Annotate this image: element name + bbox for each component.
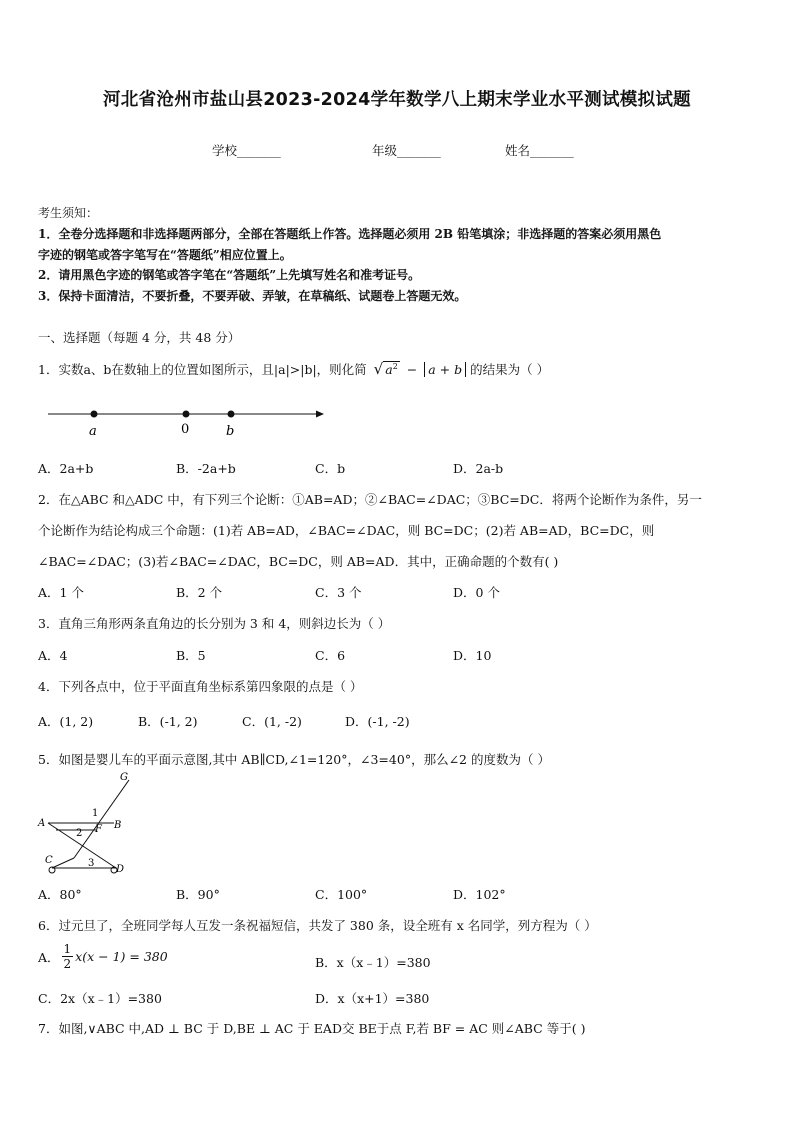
point-a <box>91 411 98 418</box>
point-zero <box>183 411 190 418</box>
q1-option-a: A．2a+b <box>38 461 94 476</box>
q4-option-c: C．(1, -2) <box>242 714 302 729</box>
section-heading: 一、选择题（每题 4 分，共 48 分） <box>38 330 241 345</box>
page-title: 河北省沧州市盐山县2023-2024学年数学八上期末学业水平测试模拟试题 <box>103 90 691 110</box>
notice-line-1b: 字迹的钢笔或答字笔写在“答题纸”相应位置上。 <box>38 248 292 262</box>
q1-stem-a: 1．实数a、b在数轴上的位置如图所示，且|a|>|b|，则化简 <box>38 362 367 377</box>
q1-sqrt: √ $a^2$ <box>373 360 398 378</box>
q2-line-2: 个论断作为结论构成三个命题：(1)若 AB=AD，∠BAC=∠DAC，则 BC=DC；(2)若 AB=AD，BC=DC，则 <box>38 523 655 538</box>
q2-option-b: B．2 个 <box>176 585 223 600</box>
fig-label-a: A <box>38 818 46 829</box>
fig-label-d: D <box>116 864 125 875</box>
fig-label-3: 3 <box>88 858 95 869</box>
fig-label-g: G <box>120 772 128 783</box>
q5-option-a: A．80° <box>38 887 82 902</box>
q7-stem: 7．如图,∨ABC 中,AD ⊥ BC 于 D,BE ⊥ AC 于 EAD交 BE于点 F,若 BF = AC 则∠ABC 等于( ) <box>38 1021 586 1036</box>
q1-minus: − <box>406 362 418 377</box>
q6-option-d: D．x（x+1）=380 <box>315 991 430 1006</box>
q4-option-a: A．(1, 2) <box>38 714 94 729</box>
number-line-arrow <box>316 411 324 418</box>
q2-option-a: A．1 个 <box>38 585 84 600</box>
q1-stem <box>38 360 549 378</box>
q3-option-a: A．4 <box>38 648 68 663</box>
q5-stem: 5．如图是婴儿车的平面示意图,其中 AB∥CD,∠1=120°，∠3=40°，那么∠2 的度数为（ ） <box>38 752 550 767</box>
q1-number-line <box>44 402 334 442</box>
label-zero: 0 <box>181 422 190 437</box>
q6-fraction-num: 1 <box>63 942 72 956</box>
q5-option-b: B．90° <box>176 887 220 902</box>
q2-option-d: D．0 个 <box>453 585 500 600</box>
q4-option-d: D．(-1, -2) <box>345 714 410 729</box>
notice-line-2: 2．请用黑色字迹的钢笔或答字笔在“答题纸”上先填写姓名和准考证号。 <box>38 268 421 282</box>
fig-label-c: C <box>45 855 53 866</box>
q6-option-a-label: A． <box>38 949 60 965</box>
fig-label-b: B <box>114 820 122 831</box>
line-low <box>52 858 74 868</box>
q2-line-3: ∠BAC=∠DAC；(3)若∠BAC=∠DAC，BC=DC，则 AB=AD．其中，正确命题的个数有( ) <box>38 554 559 569</box>
grade-field: 年级_______ <box>372 143 441 158</box>
q3-stem: 3．直角三角形两条直角边的长分别为 3 和 4，则斜边长为（ ） <box>38 616 391 631</box>
notice-line-1: 1．全卷分选择题和非选择题两部分，全部在答题纸上作答。选择题必须用 2B 铅笔填涂；非选择题的答案必须用黑色 <box>38 227 662 241</box>
q2-line-1: 2．在△ABC 和△ADC 中，有下列三个论断：①AB=AD；②∠BAC=∠DAC；③BC=DC．将两个论断作为条件，另一 <box>38 492 702 507</box>
q1-sqrt-inner: a <box>385 362 393 377</box>
q1-stem-b: 的结果为（ ） <box>470 362 550 377</box>
line-g <box>74 780 129 858</box>
q4-option-b: B．(-1, 2) <box>138 714 198 729</box>
q6-option-a-fraction <box>62 942 74 971</box>
name-field: 姓名_______ <box>505 143 574 158</box>
q1-sqrt-exp: 2 <box>392 361 398 371</box>
fig-label-2: 2 <box>76 828 83 839</box>
q6-option-a <box>38 942 168 971</box>
q5-option-c: C．100° <box>315 887 368 902</box>
q1-option-b: B．-2a+b <box>176 461 236 476</box>
q6-option-b: B．x（x﹣1）=380 <box>315 955 431 970</box>
q6-option-a-rest: x(x − 1) = 380 <box>75 949 168 964</box>
q3-option-d: D．10 <box>453 648 492 663</box>
q6-fraction-den: 2 <box>63 957 72 971</box>
notice-line-3: 3．保持卡面清洁，不要折叠，不要弄破、弄皱，在草稿纸、试题卷上答题无效。 <box>38 289 467 303</box>
q3-option-c: C．6 <box>315 648 346 663</box>
q5-option-d: D．102° <box>453 887 506 902</box>
q2-option-c: C．3 个 <box>315 585 362 600</box>
notice-heading: 考生须知： <box>38 206 99 220</box>
q6-stem: 6．过元旦了，全班同学每人互发一条祝福短信，共发了 380 条，设全班有 x 名同学，列方程为（ ） <box>38 918 597 933</box>
fig-label-1: 1 <box>92 808 99 819</box>
q1-abs <box>424 362 466 377</box>
q4-stem: 4．下列各点中，位于平面直角坐标系第四象限的点是（ ） <box>38 679 363 694</box>
label-b: b <box>226 424 235 439</box>
fig-label-f: F <box>95 824 102 835</box>
q3-option-b: B．5 <box>176 648 206 663</box>
q1-option-d: D．2a-b <box>453 461 504 476</box>
q1-option-c: C．b <box>315 461 346 476</box>
q1-abs-inner: a + b <box>428 362 463 377</box>
label-a: a <box>89 424 97 439</box>
q6-option-c: C．2x（x﹣1）=380 <box>38 991 162 1006</box>
point-b <box>228 411 235 418</box>
q5-figure <box>34 768 144 878</box>
school-field: 学校_______ <box>212 143 281 158</box>
